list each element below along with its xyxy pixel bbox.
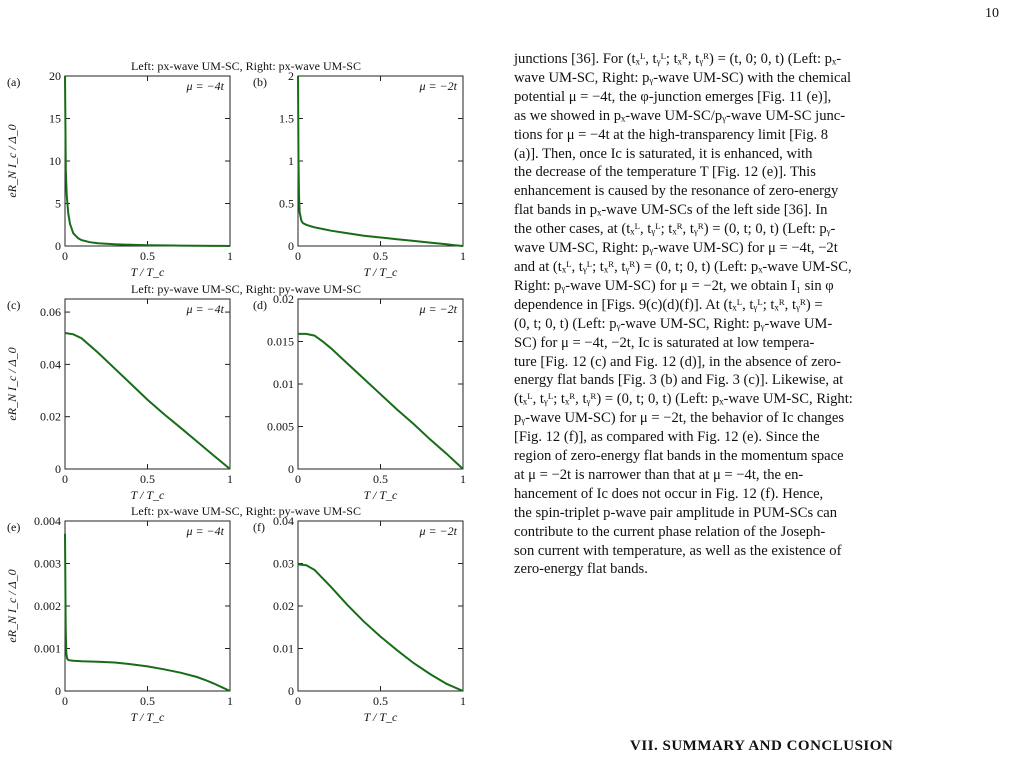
y-tick-label: 0 (55, 684, 61, 698)
y-tick-label: 0.005 (267, 419, 294, 434)
body-line: junctions [36]. For (tₓᴸ, tᵧᴸ; tₓᴿ, tᵧᴿ) = (t, 0; 0, t) (Left: pₓ- (514, 51, 842, 67)
body-line: the other cases, at (tₓᴸ, tᵧᴸ; tₓᴿ, tᵧᴿ) = (0, t; 0, t) (Left: pᵧ- (514, 221, 836, 238)
y-tick-label: 0.04 (273, 514, 294, 528)
section-heading: VII. SUMMARY AND CONCLUSION (630, 738, 894, 754)
plot-frame (298, 76, 463, 246)
x-tick-label: 1 (227, 249, 233, 263)
x-tick-label: 1 (227, 694, 233, 708)
y-tick-label: 5 (55, 196, 61, 211)
y-tick-label: 0.001 (34, 641, 61, 656)
data-series-line (298, 564, 463, 691)
mu-label: μ = −2t (419, 302, 457, 316)
row-title: Left: px-wave UM-SC, Right: px-wave UM-SC (131, 59, 361, 73)
y-tick-label: 0 (55, 462, 61, 476)
mu-label: μ = −4t (186, 79, 224, 93)
panel-label: (c) (7, 298, 21, 312)
y-tick-label: 15 (49, 111, 61, 126)
y-tick-label: 0.02 (40, 409, 61, 424)
y-tick-label: 10 (49, 154, 61, 168)
y-tick-label: 0.01 (273, 641, 294, 656)
y-axis-label: eR_N I_c / Δ_0 (5, 347, 19, 421)
x-tick-label: 0 (295, 472, 301, 486)
body-line: wave UM-SC, Right: pᵧ-wave UM-SC) with the chemical (514, 69, 852, 86)
y-tick-label: 0 (55, 239, 61, 253)
body-line: as we showed in pₓ-wave UM-SC/pᵧ-wave UM-SC junc- (514, 107, 846, 124)
plot-frame (298, 521, 463, 691)
y-tick-label: 0.04 (40, 357, 61, 372)
y-tick-label: 0.02 (273, 599, 294, 613)
x-axis-label: T / T_c (130, 710, 165, 724)
y-tick-label: 0 (288, 239, 294, 253)
mu-label: μ = −2t (419, 79, 457, 93)
x-tick-label: 0.5 (373, 472, 388, 486)
figure-12 (0, 56, 480, 724)
panel-label: (b) (253, 75, 267, 89)
y-tick-label: 0.003 (34, 556, 61, 571)
mu-label: μ = −4t (186, 524, 224, 538)
y-tick-label: 20 (49, 69, 61, 83)
x-axis-label: T / T_c (363, 488, 398, 502)
x-tick-label: 1 (460, 694, 466, 708)
y-tick-label: 0.01 (273, 377, 294, 391)
x-tick-label: 0.5 (140, 472, 155, 486)
y-tick-label: 0.06 (40, 305, 61, 320)
y-tick-label: 0.03 (273, 556, 294, 571)
body-line: SC) for μ = −4t, −2t, Ic is saturated at low tempera- (514, 334, 815, 351)
panel-label: (d) (253, 298, 267, 312)
y-tick-label: 0.015 (267, 334, 294, 349)
data-series-line (298, 334, 463, 469)
panel-label: (a) (7, 75, 21, 89)
x-tick-label: 0.5 (373, 694, 388, 708)
x-tick-label: 1 (460, 249, 466, 263)
body-line: (a)]. Then, once Ic is saturated, it is enhanced, with (514, 145, 813, 162)
data-series-line (65, 76, 230, 246)
body-line: the decrease of the temperature T [Fig. 12 (e)]. This (514, 164, 816, 181)
body-line: at μ = −2t is narrower than that at μ = −4t, the en- (514, 466, 804, 483)
panel-label: (e) (7, 520, 21, 534)
panel-label: (f) (253, 520, 265, 534)
y-tick-label: 0 (288, 462, 294, 476)
plot-frame (65, 76, 230, 246)
x-tick-label: 0 (295, 694, 301, 708)
body-line: son current with temperature, as well as the existence of (514, 542, 842, 559)
body-line: pᵧ-wave UM-SC) for μ = −2t, the behavior of Ic changes (514, 410, 845, 427)
body-line: the spin-triplet p-wave pair amplitude in PUM-SCs can (514, 504, 838, 521)
body-line: (tₓᴸ, tᵧᴸ; tₓᴿ, tᵧᴿ) = (0, t; 0, t) (Left: pₓ-wave UM-SC, Right: (514, 391, 853, 408)
body-line: zero-energy flat bands. (514, 561, 648, 578)
x-tick-label: 0.5 (140, 249, 155, 263)
x-tick-label: 0.5 (140, 694, 155, 708)
row-title: Left: px-wave UM-SC, Right: py-wave UM-SC (131, 504, 361, 518)
body-line: ture [Fig. 12 (c) and Fig. 12 (d)], in the absence of zero- (514, 353, 842, 370)
body-line: energy flat bands [Fig. 3 (b) and Fig. 3 (c)]. Likewise, at (514, 372, 844, 389)
x-tick-label: 0.5 (373, 249, 388, 263)
body-line: region of zero-energy flat bands in the momentum space (514, 448, 844, 465)
data-series-line (65, 333, 230, 469)
y-tick-label: 1 (288, 154, 294, 168)
y-tick-label: 1.5 (279, 111, 294, 126)
y-axis-label: eR_N I_c / Δ_0 (5, 124, 19, 198)
x-tick-label: 0 (295, 249, 301, 263)
body-line: [Fig. 12 (f)], as compared with Fig. 12 (e). Since the (514, 429, 820, 446)
body-line: wave UM-SC, Right: pᵧ-wave UM-SC) for μ = −4t, −2t (514, 240, 838, 257)
y-tick-label: 0 (288, 684, 294, 698)
plot-frame (65, 299, 230, 469)
mu-label: μ = −4t (186, 302, 224, 316)
body-line: (0, t; 0, t) (Left: pᵧ-wave UM-SC, Right: pᵧ-wave UM- (514, 315, 833, 332)
data-series-line (298, 76, 463, 246)
x-axis-label: T / T_c (363, 710, 398, 724)
data-series-line (65, 534, 230, 691)
x-tick-label: 0 (62, 249, 68, 263)
body-line: potential μ = −4t, the φ-junction emerges [Fig. 11 (e)], (514, 88, 832, 105)
y-tick-label: 2 (288, 69, 294, 83)
row-title: Left: py-wave UM-SC, Right: py-wave UM-SC (131, 282, 361, 296)
y-tick-label: 0.02 (273, 292, 294, 306)
x-tick-label: 0 (62, 694, 68, 708)
x-tick-label: 1 (227, 472, 233, 486)
body-line: enhancement is caused by the resonance of zero-energy (514, 183, 839, 200)
body-text (514, 50, 1008, 579)
body-line: tions for μ = −4t at the high-transparency limit [Fig. 8 (514, 126, 829, 143)
page-number: 10 (985, 6, 999, 21)
plot-frame (298, 299, 463, 469)
x-tick-label: 0 (62, 472, 68, 486)
body-line: contribute to the current phase relation of the Joseph- (514, 523, 826, 540)
y-tick-label: 0.004 (34, 514, 61, 528)
mu-label: μ = −2t (419, 524, 457, 538)
x-axis-label: T / T_c (130, 265, 165, 279)
y-tick-label: 0.5 (279, 196, 294, 211)
body-line: and at (tₓᴸ, tᵧᴸ; tₓᴿ, tᵧᴿ) = (0, t; 0, t) (Left: pₓ-wave UM-SC, (514, 258, 852, 275)
x-axis-label: T / T_c (130, 488, 165, 502)
body-line: Right: pᵧ-wave UM-SC) for μ = −2t, we obtain I₁ sin φ (514, 277, 834, 294)
x-axis-label: T / T_c (363, 265, 398, 279)
y-axis-label: eR_N I_c / Δ_0 (5, 569, 19, 643)
y-tick-label: 0.002 (34, 599, 61, 613)
body-line: hancement of Ic does not occur in Fig. 12 (f). Hence, (514, 485, 824, 502)
body-line: flat bands in pₓ-wave UM-SCs of the left side [36]. In (514, 202, 828, 219)
x-tick-label: 1 (460, 472, 466, 486)
body-line: dependence in [Figs. 9(c)(d)(f)]. At (tₓᴸ, tᵧᴸ; tₓᴿ, tᵧᴿ) = (514, 296, 823, 313)
